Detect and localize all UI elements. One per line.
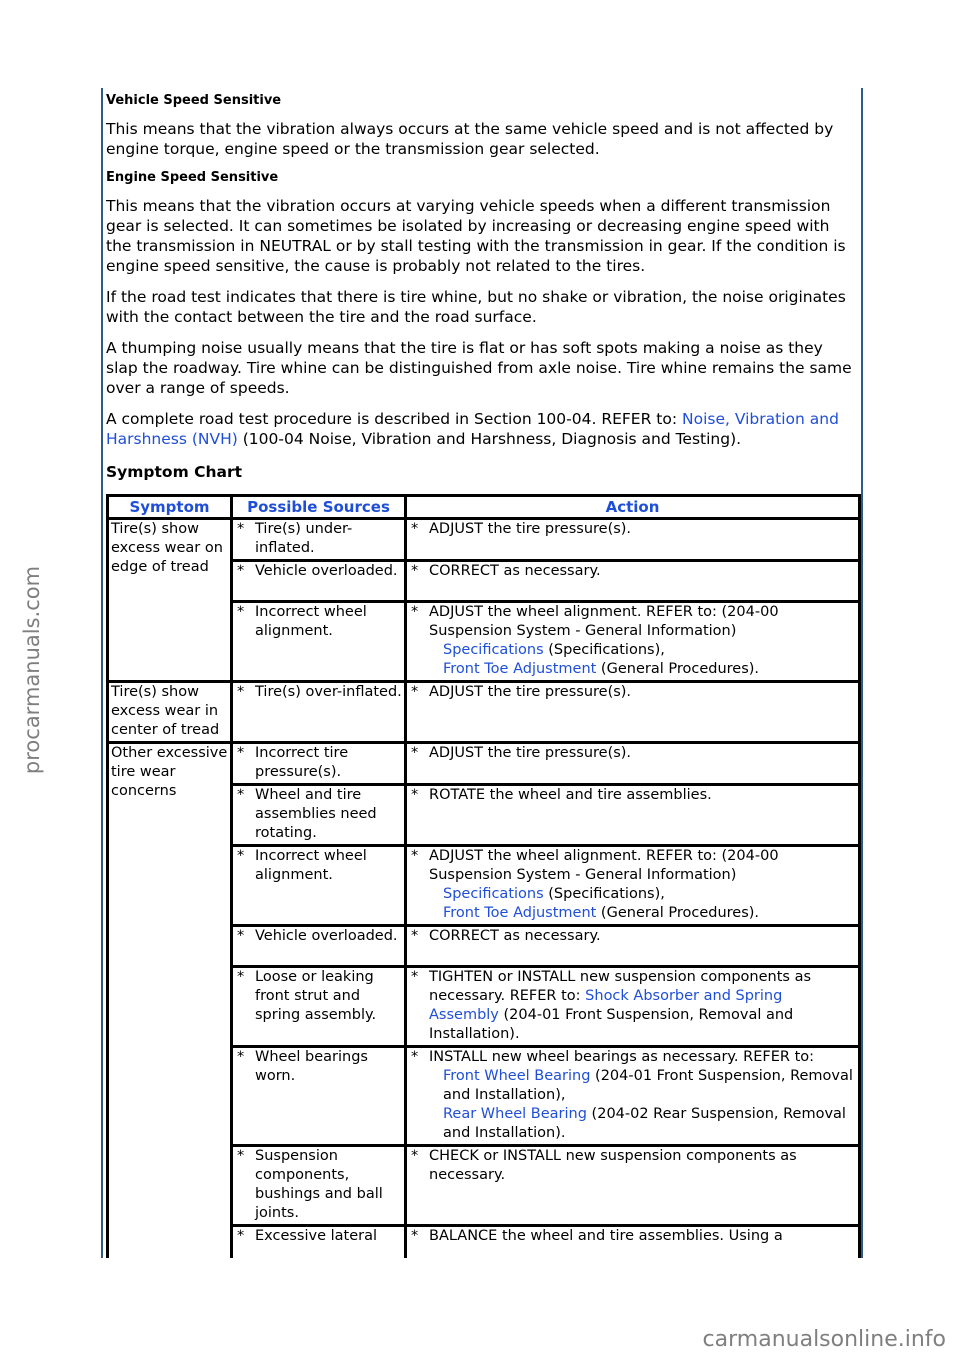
table-row xyxy=(108,682,860,743)
source-text: Tire(s) under-inflated. xyxy=(255,521,353,556)
action-cell xyxy=(406,926,860,967)
source-text: Tire(s) over-inflated. xyxy=(255,684,402,700)
heading-vehicle-speed: Vehicle Speed Sensitive xyxy=(106,93,282,108)
reference-text: (General Procedures). xyxy=(596,661,760,677)
action-cell xyxy=(406,785,860,846)
table-row xyxy=(108,519,860,561)
bottom-watermark: carmanualsonline.info xyxy=(702,1327,946,1352)
source-text: Excessive lateral xyxy=(255,1228,378,1244)
shock-absorber-link[interactable]: Shock Absorber and Spring Assembly xyxy=(429,988,783,1023)
paragraph-thumping: A thumping noise usually means that the tire is flat or has soft spots making a noise as they slap the roadway. Tire whine can be distinguished from axle noise. Tire whine remains the same over a range of speeds. xyxy=(106,339,852,397)
bullet-marker: * xyxy=(237,1148,245,1164)
action-text: TIGHTEN or INSTALL new suspension components as necessary. REFER to: xyxy=(429,969,812,1004)
front-toe-adjustment-link[interactable]: Front Toe Adjustment xyxy=(443,661,597,677)
header-possible-sources: Possible Sources xyxy=(232,496,406,519)
heading-engine-speed: Engine Speed Sensitive xyxy=(106,170,279,185)
source-cell xyxy=(232,602,406,682)
source-text: Vehicle overloaded. xyxy=(255,563,398,579)
source-text: Incorrect wheel alignment. xyxy=(255,848,367,883)
bullet-marker: * xyxy=(411,745,419,761)
reference-line xyxy=(409,1067,856,1105)
source-cell xyxy=(232,1146,406,1226)
reference-text: (204-02 Rear Suspension, Removal and Installation). xyxy=(443,1106,846,1141)
bullet-marker: * xyxy=(237,1228,245,1244)
action-text: ADJUST the wheel alignment. REFER to: (204-00 Suspension System - General Information) xyxy=(429,604,779,639)
reference-line xyxy=(409,904,856,923)
specifications-link[interactable]: Specifications xyxy=(443,642,544,658)
document-page xyxy=(101,88,863,1258)
bullet-marker: * xyxy=(237,521,245,537)
symptom-chart-table xyxy=(106,494,861,1258)
header-symptom: Symptom xyxy=(108,496,232,519)
source-cell xyxy=(232,743,406,785)
reference-line xyxy=(409,660,856,679)
bullet-marker: * xyxy=(237,684,245,700)
heading-symptom-chart: Symptom Chart xyxy=(106,463,243,481)
action-cell xyxy=(406,846,860,926)
action-text: ADJUST the wheel alignment. REFER to: (204-00 Suspension System - General Information) xyxy=(429,848,779,883)
source-cell xyxy=(232,519,406,561)
bullet-marker: * xyxy=(237,787,245,803)
header-action: Action xyxy=(406,496,860,519)
source-cell xyxy=(232,926,406,967)
table-row xyxy=(108,743,860,785)
source-text: Suspension components, bushings and ball joints. xyxy=(255,1148,383,1221)
nvh-link[interactable]: Noise, Vibration and Harshness (NVH) xyxy=(106,410,839,448)
bullet-marker: * xyxy=(411,684,419,700)
reference-text: (204-01 Front Suspension, Removal and Installation), xyxy=(443,1068,853,1103)
side-watermark-text: procarmanuals.com xyxy=(20,565,44,775)
source-text: Wheel and tire assemblies need rotating. xyxy=(255,787,377,841)
side-watermark xyxy=(10,560,44,780)
rear-wheel-bearing-link[interactable]: Rear Wheel Bearing xyxy=(443,1106,587,1122)
action-text: INSTALL new wheel bearings as necessary. REFER to: xyxy=(429,1049,815,1065)
action-cell xyxy=(406,1146,860,1226)
bullet-marker: * xyxy=(411,848,419,864)
document-content xyxy=(106,88,858,1258)
action-text: CORRECT as necessary. xyxy=(429,928,601,944)
bullet-marker: * xyxy=(237,969,245,985)
symptom-cell: Other excessive tire wear concerns xyxy=(108,743,232,1259)
road-test-text: A complete road test procedure is described in Section 100-04. REFER to: xyxy=(106,410,683,428)
source-cell xyxy=(232,682,406,743)
action-text: CORRECT as necessary. xyxy=(429,563,601,579)
paragraph-vehicle-speed: This means that the vibration always occurs at the same vehicle speed and is not affected by engine torque, engine speed or the transmission gear selected. xyxy=(106,120,834,158)
paragraph-tire-whine: If the road test indicates that there is tire whine, but no shake or vibration, the noise originates with the contact between the tire and the road surface. xyxy=(106,288,846,326)
action-cell xyxy=(406,743,860,785)
source-cell xyxy=(232,561,406,602)
action-cell xyxy=(406,967,860,1047)
reference-line xyxy=(409,641,856,660)
action-text: ADJUST the tire pressure(s). xyxy=(429,684,632,700)
reference-text: (Specifications), xyxy=(543,886,665,902)
source-text: Incorrect wheel alignment. xyxy=(255,604,367,639)
source-cell xyxy=(232,1226,406,1259)
bullet-marker: * xyxy=(411,521,419,537)
bullet-marker: * xyxy=(237,745,245,761)
action-text: ROTATE the wheel and tire assemblies. xyxy=(429,787,712,803)
action-text: ADJUST the tire pressure(s). xyxy=(429,521,632,537)
paragraph-road-test xyxy=(106,409,858,449)
bullet-marker: * xyxy=(237,848,245,864)
bullet-marker: * xyxy=(237,928,245,944)
bullet-marker: * xyxy=(411,969,419,985)
source-cell xyxy=(232,785,406,846)
table-header-row xyxy=(108,496,860,519)
action-cell xyxy=(406,1226,860,1259)
action-text: BALANCE the wheel and tire assemblies. Using a xyxy=(429,1228,783,1244)
bullet-marker: * xyxy=(411,1148,419,1164)
source-cell xyxy=(232,967,406,1047)
action-cell xyxy=(406,602,860,682)
source-cell xyxy=(232,846,406,926)
bullet-marker: * xyxy=(411,604,419,620)
action-text: ADJUST the tire pressure(s). xyxy=(429,745,632,761)
action-text-end: (204-01 Front Suspension, Removal and Installation). xyxy=(429,1007,794,1042)
reference-line xyxy=(409,1105,856,1143)
front-toe-adjustment-link[interactable]: Front Toe Adjustment xyxy=(443,905,597,921)
bullet-marker: * xyxy=(411,787,419,803)
action-cell xyxy=(406,682,860,743)
action-cell xyxy=(406,1047,860,1146)
paragraph-engine-speed: This means that the vibration occurs at varying vehicle speeds when a different transmission gear is selected. It can sometimes be isolated by increasing or decreasing engine speed with the transmission in NEUTRAL or by stall testing with the transmission in gear. If the condition is engine speed sensitive, the cause is probably not related to the tires. xyxy=(106,197,846,275)
action-cell xyxy=(406,561,860,602)
bullet-marker: * xyxy=(237,604,245,620)
front-wheel-bearing-link[interactable]: Front Wheel Bearing xyxy=(443,1068,591,1084)
action-cell xyxy=(406,519,860,561)
source-text: Vehicle overloaded. xyxy=(255,928,398,944)
bullet-marker: * xyxy=(237,1049,245,1065)
reference-line xyxy=(409,885,856,904)
source-text: Incorrect tire pressure(s). xyxy=(255,745,349,780)
reference-text: (Specifications), xyxy=(543,642,665,658)
source-text: Loose or leaking front strut and spring assembly. xyxy=(255,969,377,1023)
road-test-text-end: (100-04 Noise, Vibration and Harshness, Diagnosis and Testing). xyxy=(237,430,742,448)
symptom-cell: Tire(s) show excess wear in center of tread xyxy=(108,682,232,743)
source-cell xyxy=(232,1047,406,1146)
bullet-marker: * xyxy=(411,928,419,944)
action-text: CHECK or INSTALL new suspension components as necessary. xyxy=(429,1148,797,1183)
bullet-marker: * xyxy=(237,563,245,579)
bullet-marker: * xyxy=(411,1049,419,1065)
reference-text: (General Procedures). xyxy=(596,905,760,921)
source-text: Wheel bearings worn. xyxy=(255,1049,368,1084)
symptom-cell: Tire(s) show excess wear on edge of tread xyxy=(108,519,232,682)
bullet-marker: * xyxy=(411,1228,419,1244)
specifications-link[interactable]: Specifications xyxy=(443,886,544,902)
bullet-marker: * xyxy=(411,563,419,579)
